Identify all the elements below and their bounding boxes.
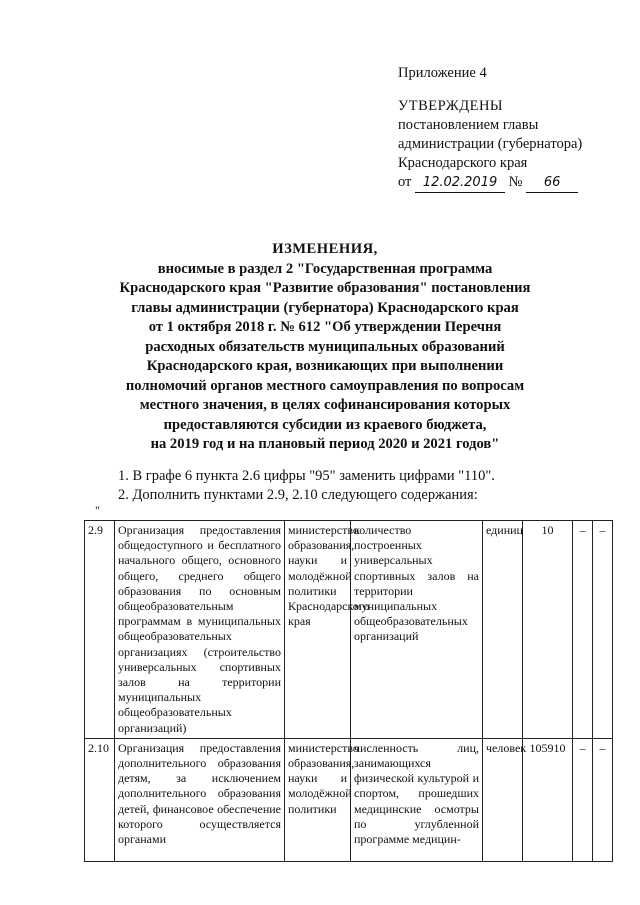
- opening-quote: ": [95, 503, 100, 517]
- title-line: главы администрации (губернатора) Краснодарского края: [131, 299, 519, 316]
- row-col7: –: [573, 521, 593, 739]
- change-item: 2. Дополнить пунктами 2.9, 2.10 следующего содержания:: [118, 487, 478, 503]
- title-line: предоставляются субсидии из краевого бюджета,: [163, 416, 487, 433]
- table-row: [85, 738, 613, 861]
- row-number: 2.10: [85, 738, 115, 861]
- approval-line: администрации (губернатора): [398, 136, 583, 152]
- date-line: [398, 173, 628, 193]
- appendix-label: Приложение 4: [398, 65, 487, 81]
- approved-label: УТВЕРЖДЕНЫ: [398, 98, 504, 114]
- change-item: 1. В графе 6 пункта 2.6 цифры "95" заменить цифрами "110".: [118, 468, 495, 484]
- document-title: [90, 240, 560, 455]
- table-row: [85, 521, 613, 739]
- approval-line: Краснодарского края: [398, 155, 528, 171]
- row-ministry: министерство образования, науки и молодёжной политики: [285, 738, 351, 861]
- title-heading: ИЗМЕНЕНИЯ,: [272, 241, 378, 257]
- title-line: на 2019 год и на плановый период 2020 и 2021 годов": [150, 436, 500, 452]
- title-line: полномочий органов местного самоуправления по вопросам: [125, 377, 525, 394]
- row-unit: человек: [483, 738, 523, 861]
- row-ministry: министерство образования, науки и молодёжной политики Краснодарского края: [285, 521, 351, 739]
- title-line: от 1 октября 2018 г. № 612 "Об утверждении Перечня: [148, 319, 502, 335]
- handwritten-number: 66: [526, 173, 578, 193]
- row-description: Организация предоставления дополнительного образования детям, за исключением дополнительного образования детей, финансовое обеспечение которого осуществляется органами: [115, 738, 285, 861]
- row-number: 2.9: [85, 521, 115, 739]
- row-description: Организация предоставления общедоступного и бесплатного начального общего, основного общего, среднего общего образования по основным общеобразовательным программам в муниципальных общеобразовательных организациях (строительство универсальных спортивных залов на территории муниципальных общеобразовательных организаций): [115, 521, 285, 739]
- handwritten-date: 12.02.2019: [415, 173, 505, 193]
- row-col8: –: [593, 521, 613, 739]
- title-line: Краснодарского края, возникающих при выполнении: [146, 358, 504, 374]
- number-prefix: №: [508, 174, 523, 190]
- row-col7: –: [573, 738, 593, 861]
- programs-table: [84, 520, 613, 862]
- approval-block: [398, 64, 628, 193]
- date-prefix: от: [398, 174, 412, 190]
- title-line: Краснодарского края "Развитие образования" постановления: [119, 280, 531, 296]
- row-value: 105910: [523, 738, 573, 861]
- row-unit: единиц: [483, 521, 523, 739]
- row-value: 10: [523, 521, 573, 739]
- row-indicator: количество построенных универсальных спортивных залов на территории муниципальных общеобразовательных организаций: [351, 521, 483, 739]
- row-indicator: численность лиц, занимающихся физической культурой и спортом, прошедших медицинские осмотры по углубленной программе медицин-: [351, 738, 483, 861]
- approval-line: постановлением главы: [398, 117, 539, 133]
- row-col8: –: [593, 738, 613, 861]
- change-items: [118, 467, 618, 505]
- title-line: вносимые в раздел 2 "Государственная программа: [157, 260, 493, 277]
- title-line: местного значения, в целях софинансирования которых: [139, 397, 511, 413]
- title-line: расходных обязательств муниципальных образований: [145, 338, 505, 355]
